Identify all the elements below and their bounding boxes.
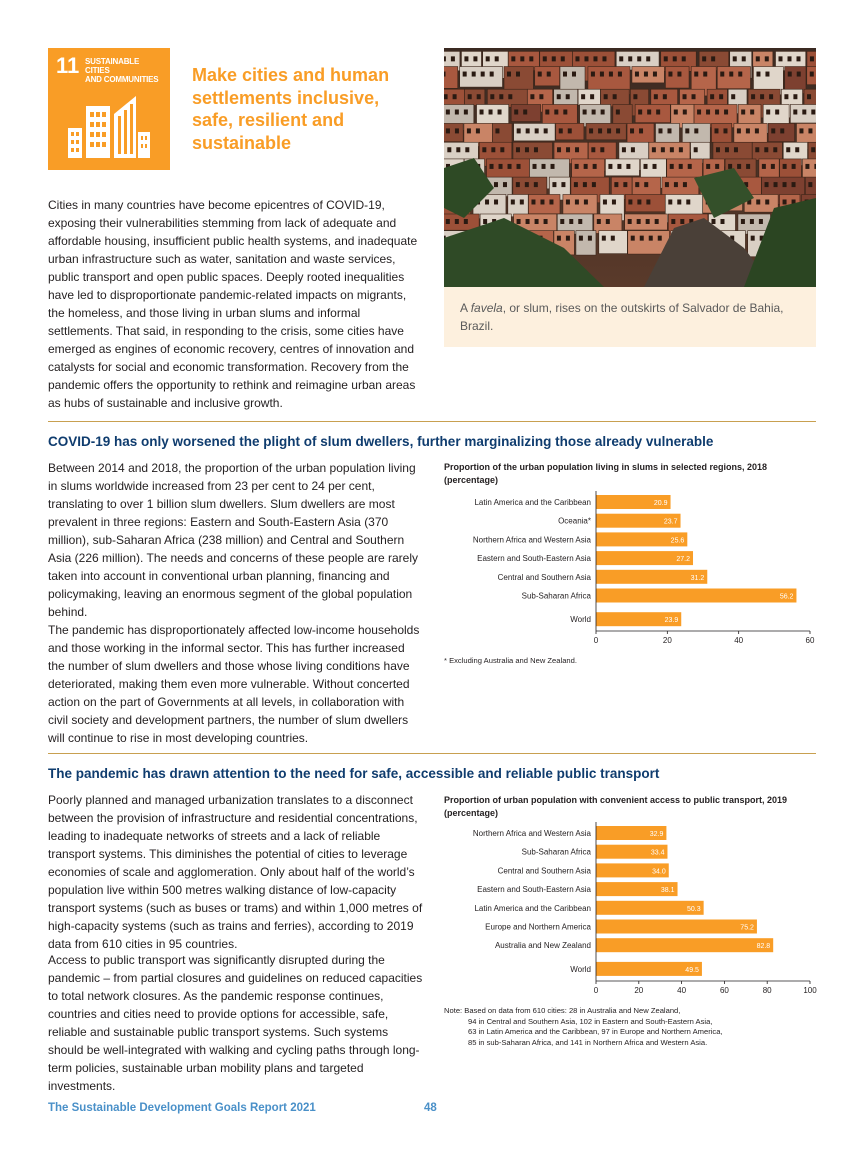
chart-category-label: Northern Africa and Western Asia	[472, 829, 591, 838]
chart-value-label: 31.2	[690, 574, 705, 582]
chart-tick-label: 40	[677, 986, 687, 995]
chart-bar	[596, 938, 773, 952]
chart-tick-label: 20	[634, 986, 644, 995]
chart-value-label: 34.0	[652, 868, 666, 876]
chart-value-label: 33.4	[650, 849, 665, 857]
chart2-note-line: 85 in sub-Saharan Africa, and 141 in Northern Africa and Western Asia.	[468, 1037, 708, 1047]
section2-paragraph1: Poorly planned and managed urbanization translates to a disconnect between the provision of infrastructure and residential concentrations, leading to inadequate networks of streets and a lack of reliable transport systems. This diminishes the potential of cities to leverage economies of scale and agglomeration. Only about half of the world’s population live within 500 metres walking distance of low-capacity transport systems (such as buses or trams) and within 1,000 metres of high-capacity systems (such as trains and ferries), according to 2019 data from 610 cities in 95 countries.	[48, 793, 423, 951]
footer-report-title: The Sustainable Development Goals Report 2021	[48, 1102, 316, 1114]
sdg-11-icon	[48, 48, 170, 170]
goal-label	[85, 57, 165, 84]
chart-tick-label: 20	[662, 636, 672, 645]
chart-category-label: Eastern and South-Eastern Asia	[477, 885, 591, 895]
favela-photo	[444, 48, 816, 287]
chart1-title: Proportion of the urban population living in slums in selected regions, 2018 (percentage)	[444, 462, 768, 485]
section2-paragraph2: Access to public transport was significantly disrupted during the pandemic – from partial closures and guidelines on reduced capacities to total network closures. As the pandemic response continues, countries and cities need to provide options for accessible, safe, reliable and sustainable public transport systems. Such systems should be well-integrated with walking and cycling paths through long-term policies, sustainable urban mobility plans and targeted investments.	[48, 953, 423, 1093]
intro-paragraph: Cities in many countries have become epicentres of COVID-19, exposing their vulnerabilities stemming from lack of adequate and affordable housing, insufficient public health systems, and inadequate urban infrastructure such as water, sanitation and waste services, public transport and open public spaces. Deeply rooted inequalities have led to disproportionate pandemic-related impacts on migrants, the homeless, and those living in urban slums and informal settlements. That said, in responding to the crisis, some cities have emerged as engines of economic recovery, centres of innovation and catalysts for social and economic transformation. Recovery from the pandemic offers the opportunity to rethink and reimagine urban areas as hubs of sustainable and inclusive growth.	[48, 198, 418, 410]
section1-heading: COVID-19 has only worsened the plight of slum dwellers, further marginalizing those already vulnerable	[48, 434, 714, 449]
chart-tick-label: 40	[734, 636, 744, 645]
chart-category-label: Latin America and the Caribbean	[474, 903, 591, 913]
chart-tick-label: 100	[803, 986, 817, 995]
photo-caption-box	[444, 287, 816, 347]
photo-caption	[460, 299, 800, 335]
chart2-note-line: 63 in Latin America and the Caribbean, 97 in Europe and Northern America,	[468, 1027, 723, 1036]
chart2-public-transport	[444, 822, 824, 1000]
chart2-note-line: Note: Based on data from 610 cities: 28 in Australia and New Zealand,	[444, 1006, 681, 1015]
chart-category-label: Central and Southern Asia	[497, 866, 591, 876]
chart-value-label: 56.2	[779, 593, 794, 601]
chart-value-label: 75.2	[740, 924, 754, 932]
section-divider	[48, 753, 816, 754]
chart-category-label: Australia and New Zealand	[494, 941, 591, 951]
chart-category-label: Central and Southern Asia	[497, 572, 591, 582]
chart1-slum-population	[444, 488, 824, 650]
chart-category-label: Eastern and South-Eastern Asia	[477, 554, 591, 564]
chart2-note-line: 94 in Central and Southern Asia, 102 in Eastern and South-Eastern Asia,	[468, 1016, 713, 1026]
section2-heading: The pandemic has drawn attention to the need for safe, accessible and reliable public transport	[48, 766, 660, 781]
chart-category-label: Sub-Saharan Africa	[521, 847, 591, 857]
chart-value-label: 23.9	[664, 617, 679, 625]
chart-tick-label: 80	[762, 986, 772, 995]
chart-bar	[596, 589, 796, 603]
favela-photo-graphic	[444, 48, 816, 287]
section1-paragraph1: Between 2014 and 2018, the proportion of the urban population living in slums worldwide increased from 23 per cent to 24 per cent, translating to over 1 billion slum dwellers. Slum dwellers are most prevalent in three regions: Eastern and South-Eastern Asia (370 million), sub-Saharan Africa (238 million) and Central and Southern Asia (226 million). The needs and concerns of these people are rarely taken into account in conventional urban planning, financing and policymaking, leaving an enormous segment of the global population behind.	[48, 461, 418, 619]
chart-value-label: 49.5	[685, 966, 699, 974]
section1-paragraph2: The pandemic has disproportionately affected low-income households and those working in the informal sector. This has further increased the number of slum dwellers and those whose living conditions have deteriorated, making them even more vulnerable. Without concerted action on the part of Governments at all levels, in collaboration with civil society and development partners, the number of slum dwellers will continue to rise in most developing countries.	[48, 623, 420, 745]
chart-category-label: World	[570, 964, 591, 974]
chart-category-label: World	[570, 615, 591, 625]
chart-value-label: 25.6	[670, 537, 685, 545]
caption-post: , or slum, rises on the outskirts of Salvador de Bahia, Brazil.	[460, 301, 784, 333]
chart-value-label: 23.7	[663, 518, 678, 526]
caption-pre: A	[460, 301, 471, 315]
chart-value-label: 38.1	[660, 887, 675, 895]
section-divider	[48, 421, 816, 422]
chart2-title: Proportion of urban population with convenient access to public transport, 2019 (percentage)	[444, 795, 788, 818]
chart-tick-label: 60	[719, 986, 729, 995]
chart2-note	[444, 1006, 723, 1048]
chart-category-label: Latin America and the Caribbean	[474, 498, 591, 507]
chart-bar	[596, 920, 757, 934]
chart-value-label: 50.3	[687, 905, 701, 913]
chart1-note: * Excluding Australia and New Zealand.	[444, 656, 577, 665]
city-buildings-icon	[66, 92, 152, 158]
chart-category-label: Oceania*	[558, 516, 591, 526]
caption-italic: favela	[470, 301, 503, 315]
goal-label-line1: SUSTAINABLE CITIES	[85, 57, 140, 75]
chart-value-label: 27.2	[676, 556, 691, 564]
chart-category-label: Sub-Saharan Africa	[521, 591, 591, 601]
goal-title: Make cities and human settlements inclusive, safe, resilient and sustainable	[192, 65, 390, 153]
footer-page-number: 48	[424, 1102, 437, 1114]
goal-number: 11	[56, 53, 80, 78]
goal-label-line2: AND COMMUNITIES	[85, 75, 159, 84]
chart-category-label: Northern Africa and Western Asia	[472, 535, 591, 545]
chart-value-label: 32.9	[649, 831, 664, 838]
chart-value-label: 20.9	[653, 500, 668, 507]
chart-tick-label: 0	[593, 636, 599, 645]
chart-value-label: 82.8	[756, 943, 771, 951]
chart-tick-label: 60	[805, 636, 815, 645]
chart-tick-label: 0	[593, 986, 599, 995]
chart-category-label: Europe and Northern America	[485, 922, 591, 932]
